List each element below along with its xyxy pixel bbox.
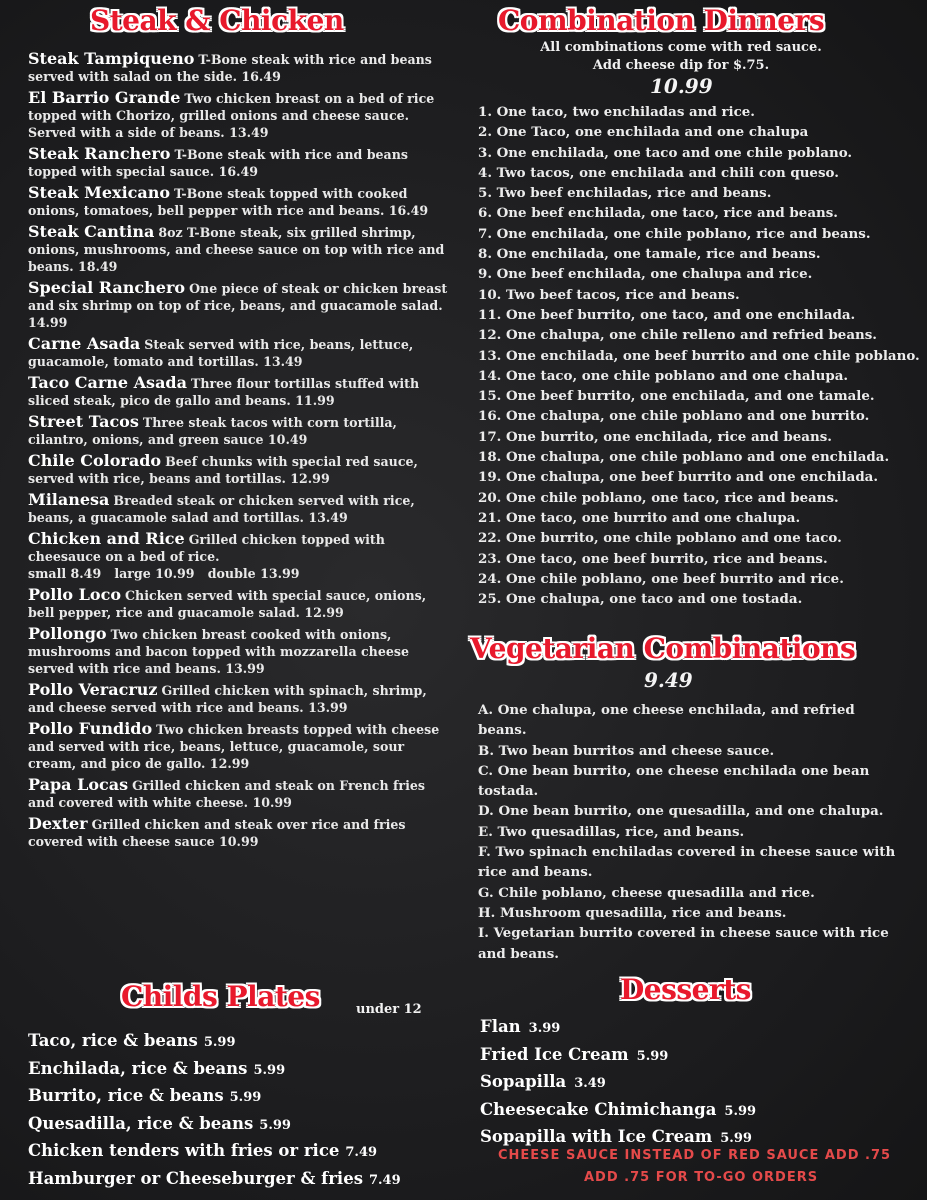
item-name: Milanesa — [28, 490, 110, 509]
item-name: Sopapilla with Ice Cream — [480, 1127, 713, 1146]
list-item: 12. One chalupa, one chile relleno and refried beans. — [478, 327, 877, 344]
vegetarian-price: 9.49 — [644, 668, 693, 692]
item-name: Steak Tampiqueno — [28, 49, 195, 68]
item-name: Flan — [480, 1017, 521, 1036]
steak-chicken-list — [28, 50, 448, 854]
list-item: 1. One taco, two enchiladas and rice. — [478, 104, 755, 120]
menu-item — [28, 145, 448, 180]
list-item: 5. Two beef enchiladas, rice and beans. — [478, 185, 772, 202]
item-desc: Grilled chicken topped with cheesauce on a bed of rice. — [28, 532, 385, 564]
list-item — [480, 1042, 900, 1070]
menu-item — [28, 413, 448, 448]
item-price: 7.49 — [368, 1172, 401, 1188]
childs-plates-heading: Childs Plates — [121, 980, 320, 1013]
menu-item — [28, 776, 448, 811]
list-item: 9. One beef enchilada, one chalupa and rice. — [478, 266, 813, 283]
childs-age-note: under 12 — [356, 1002, 422, 1017]
item-name: Enchilada, rice & beans — [28, 1058, 248, 1078]
menu-item — [28, 89, 448, 141]
list-item: 19. One chalupa, one beef burrito and one enchilada. — [478, 469, 879, 486]
list-item: 7. One enchilada, one chile poblano, rice and beans. — [478, 225, 871, 242]
desserts-heading: Desserts — [620, 973, 751, 1006]
item-desc: 8oz T-Bone steak, six grilled shrimp, onions, mushrooms, and cheese sauce on top with rice and beans. 18.49 — [28, 225, 445, 274]
list-item: 21. One taco, one burrito and one chalupa. — [478, 509, 801, 526]
list-item — [28, 1056, 458, 1084]
item-price: 5.99 — [253, 1062, 286, 1078]
item-desc: Grilled chicken and steak over rice and fries covered with cheese sauce 10.99 — [28, 817, 406, 849]
item-name: Cheesecake Chimichanga — [480, 1099, 717, 1119]
item-desc: Chicken served with special sauce, onions, bell pepper, rice and guacamole salad. 12.99 — [28, 588, 427, 620]
item-desc: Three flour tortillas stuffed with sliced steak, pico de gallo and beans. 11.99 — [28, 376, 420, 408]
item-name: Chicken and Rice — [28, 529, 185, 548]
item-name: Taco, rice & beans — [28, 1031, 198, 1050]
vegetarian-combinations-heading: Vegetarian Combinations — [470, 632, 856, 665]
item-name: Dexter — [28, 814, 88, 833]
combination-note-red-sauce: All combinations come with red sauce. — [540, 40, 822, 55]
item-name: Papa Locas — [28, 775, 129, 794]
list-item: 8. One enchilada, one tamale, rice and beans. — [478, 246, 821, 263]
item-name: Taco Carne Asada — [28, 373, 187, 392]
combination-dinners-heading: Combination Dinners — [498, 4, 825, 37]
item-name: Burrito, rice & beans — [28, 1086, 224, 1105]
item-price: 3.49 — [574, 1076, 606, 1091]
item-desc: Two chicken breast on a bed of rice topped with Chorizo, grilled onions and cheese sauce. Served with a side of beans. 13.49 — [28, 91, 435, 140]
menu-item — [28, 50, 448, 85]
list-item: D. One bean burrito, one quesadilla, and one chalupa. — [478, 803, 884, 820]
item-name: Steak Cantina — [28, 222, 155, 241]
list-item: F. Two spinach enchiladas covered in cheese sauce with rice and beans. — [478, 844, 896, 881]
item-price: 5.99 — [259, 1117, 291, 1133]
item-price: 5.99 — [724, 1103, 757, 1119]
menu-item — [28, 184, 448, 219]
item-desc: Grilled chicken and steak on French fries and covered with white cheese. 10.99 — [28, 778, 425, 810]
list-item: 24. One chile poblano, one beef burrito and rice. — [478, 570, 844, 587]
item-name: Hamburger or Cheeseburger & fries — [28, 1168, 363, 1188]
list-item — [28, 1111, 458, 1139]
list-item — [28, 1138, 458, 1166]
childs-plates-list — [28, 1028, 458, 1193]
list-item: 3. One enchilada, one taco and one chile poblano. — [478, 144, 853, 161]
list-item: 16. One chalupa, one chile poblano and one burrito. — [478, 408, 870, 425]
combination-list — [478, 102, 918, 609]
item-price: 5.99 — [229, 1090, 262, 1105]
list-item: A. One chalupa, one cheese enchilada, and refried beans. — [478, 702, 855, 739]
menu-item — [28, 530, 448, 582]
menu-item — [28, 374, 448, 409]
item-name: Fried Ice Cream — [480, 1044, 629, 1064]
item-name: Pollo Loco — [28, 585, 122, 604]
item-name: Steak Ranchero — [28, 144, 171, 163]
item-desc: One piece of steak or chicken breast and six shrimp on top of rice, beans, and guacamole salad. 14.99 — [28, 281, 448, 330]
list-item: 15. One beef burrito, one enchilada, and one tamale. — [478, 388, 875, 405]
list-item: 22. One burrito, one chile poblano and one taco. — [478, 530, 842, 547]
list-item: 23. One taco, one beef burrito, rice and beans. — [478, 550, 828, 567]
item-name: Street Tacos — [28, 412, 139, 431]
list-item: 20. One chile poblano, one taco, rice and beans. — [478, 489, 839, 506]
menu-item — [28, 452, 448, 487]
footer-cheese-sauce-note: CHEESE SAUCE INSTEAD OF RED SAUCE ADD .75 — [498, 1148, 892, 1163]
item-desc: T-Bone steak topped with cooked onions, tomatoes, bell pepper with rice and beans. 16.49 — [28, 186, 429, 218]
list-item: 4. Two tacos, one enchilada and chili con queso. — [478, 164, 839, 181]
menu-item — [28, 335, 448, 370]
combination-price: 10.99 — [650, 74, 713, 98]
list-item: C. One bean burrito, one cheese enchilada one bean tostada. — [478, 762, 870, 800]
item-desc: Breaded steak or chicken served with rice, beans, a guacamole salad and tortillas. 13.49 — [28, 493, 415, 525]
list-item: 14. One taco, one chile poblano and one chalupa. — [478, 367, 849, 384]
item-name: Pollo Veracruz — [28, 680, 158, 699]
list-item — [480, 1069, 900, 1097]
item-desc: Three steak tacos with corn tortilla, cilantro, onions, and green sauce 10.49 — [28, 415, 397, 447]
item-price: 5.99 — [720, 1131, 752, 1146]
list-item — [480, 1097, 900, 1125]
steak-chicken-heading: Steak & Chicken — [90, 4, 344, 37]
menu-item — [28, 681, 448, 716]
list-item: 25. One chalupa, one taco and one tostada. — [478, 591, 803, 608]
desserts-list — [480, 1014, 900, 1152]
item-name: Carne Asada — [28, 334, 141, 353]
list-item: 11. One beef burrito, one taco, and one enchilada. — [478, 306, 856, 323]
item-sizes: small 8.49 large 10.99 double 13.99 — [28, 566, 300, 581]
menu-item — [28, 625, 448, 677]
item-desc: Two chicken breasts topped with cheese and served with rice, beans, lettuce, guacamole, sour cream, and pico de gallo. 12.99 — [28, 722, 440, 771]
list-item: E. Two quesadillas, rice, and beans. — [478, 823, 745, 840]
menu-item — [28, 491, 448, 526]
item-desc: T-Bone steak with rice and beans topped with special sauce. 16.49 — [28, 147, 408, 179]
item-name: Pollongo — [28, 624, 107, 643]
vegetarian-list — [478, 700, 898, 964]
list-item: B. Two bean burritos and cheese sauce. — [478, 742, 775, 759]
list-item: I. Vegetarian burrito covered in cheese sauce with rice and beans. — [478, 925, 889, 962]
menu-item — [28, 720, 448, 772]
list-item: G. Chile poblano, cheese quesadilla and rice. — [478, 884, 815, 901]
menu-item — [28, 223, 448, 275]
item-name: Chicken tenders with fries or rice — [28, 1141, 340, 1160]
list-item — [28, 1166, 458, 1194]
item-name: Sopapilla — [480, 1072, 567, 1091]
item-name: El Barrio Grande — [28, 88, 181, 107]
item-name: Pollo Fundido — [28, 719, 153, 738]
item-desc: Steak served with rice, beans, lettuce, guacamole, tomato and tortillas. 13.49 — [28, 337, 414, 369]
item-desc: Two chicken breast cooked with onions, mushrooms and bacon topped with mozzarella cheese served with rice and beans. 13.99 — [28, 627, 409, 676]
list-item — [480, 1014, 900, 1042]
item-name: Special Ranchero — [28, 278, 186, 297]
item-price: 5.99 — [203, 1035, 236, 1050]
list-item: 18. One chalupa, one chile poblano and one enchilada. — [478, 449, 890, 466]
menu-item — [28, 815, 448, 850]
list-item: 10. Two beef tacos, rice and beans. — [478, 286, 740, 303]
list-item: H. Mushroom quesadilla, rice and beans. — [478, 904, 787, 921]
item-price: 7.49 — [345, 1145, 378, 1160]
item-price: 3.99 — [528, 1021, 561, 1036]
item-name: Quesadilla, rice & beans — [28, 1113, 254, 1133]
list-item — [28, 1083, 458, 1111]
item-name: Steak Mexicano — [28, 183, 171, 202]
combination-note-cheese-dip: Add cheese dip for $.75. — [592, 58, 770, 73]
list-item: 17. One burrito, one enchilada, rice and beans. — [478, 428, 832, 445]
list-item: 6. One beef enchilada, one taco, rice and beans. — [478, 205, 838, 222]
list-item: 13. One enchilada, one beef burrito and one chile poblano. — [478, 347, 920, 364]
item-desc: T-Bone steak with rice and beans served with salad on the side. 16.49 — [28, 52, 432, 84]
item-desc: Beef chunks with special red sauce, served with rice, beans and tortillas. 12.99 — [28, 454, 418, 486]
list-item: 2. One Taco, one enchilada and one chalupa — [478, 124, 809, 141]
item-desc: Grilled chicken with spinach, shrimp, and cheese served with rice and beans. 13.99 — [28, 683, 427, 715]
list-item — [28, 1028, 458, 1056]
footer-to-go-note: ADD .75 FOR TO-GO ORDERS — [584, 1170, 819, 1185]
menu-item — [28, 586, 448, 621]
item-price: 5.99 — [636, 1048, 669, 1064]
item-name: Chile Colorado — [28, 451, 162, 470]
menu-item — [28, 279, 448, 331]
